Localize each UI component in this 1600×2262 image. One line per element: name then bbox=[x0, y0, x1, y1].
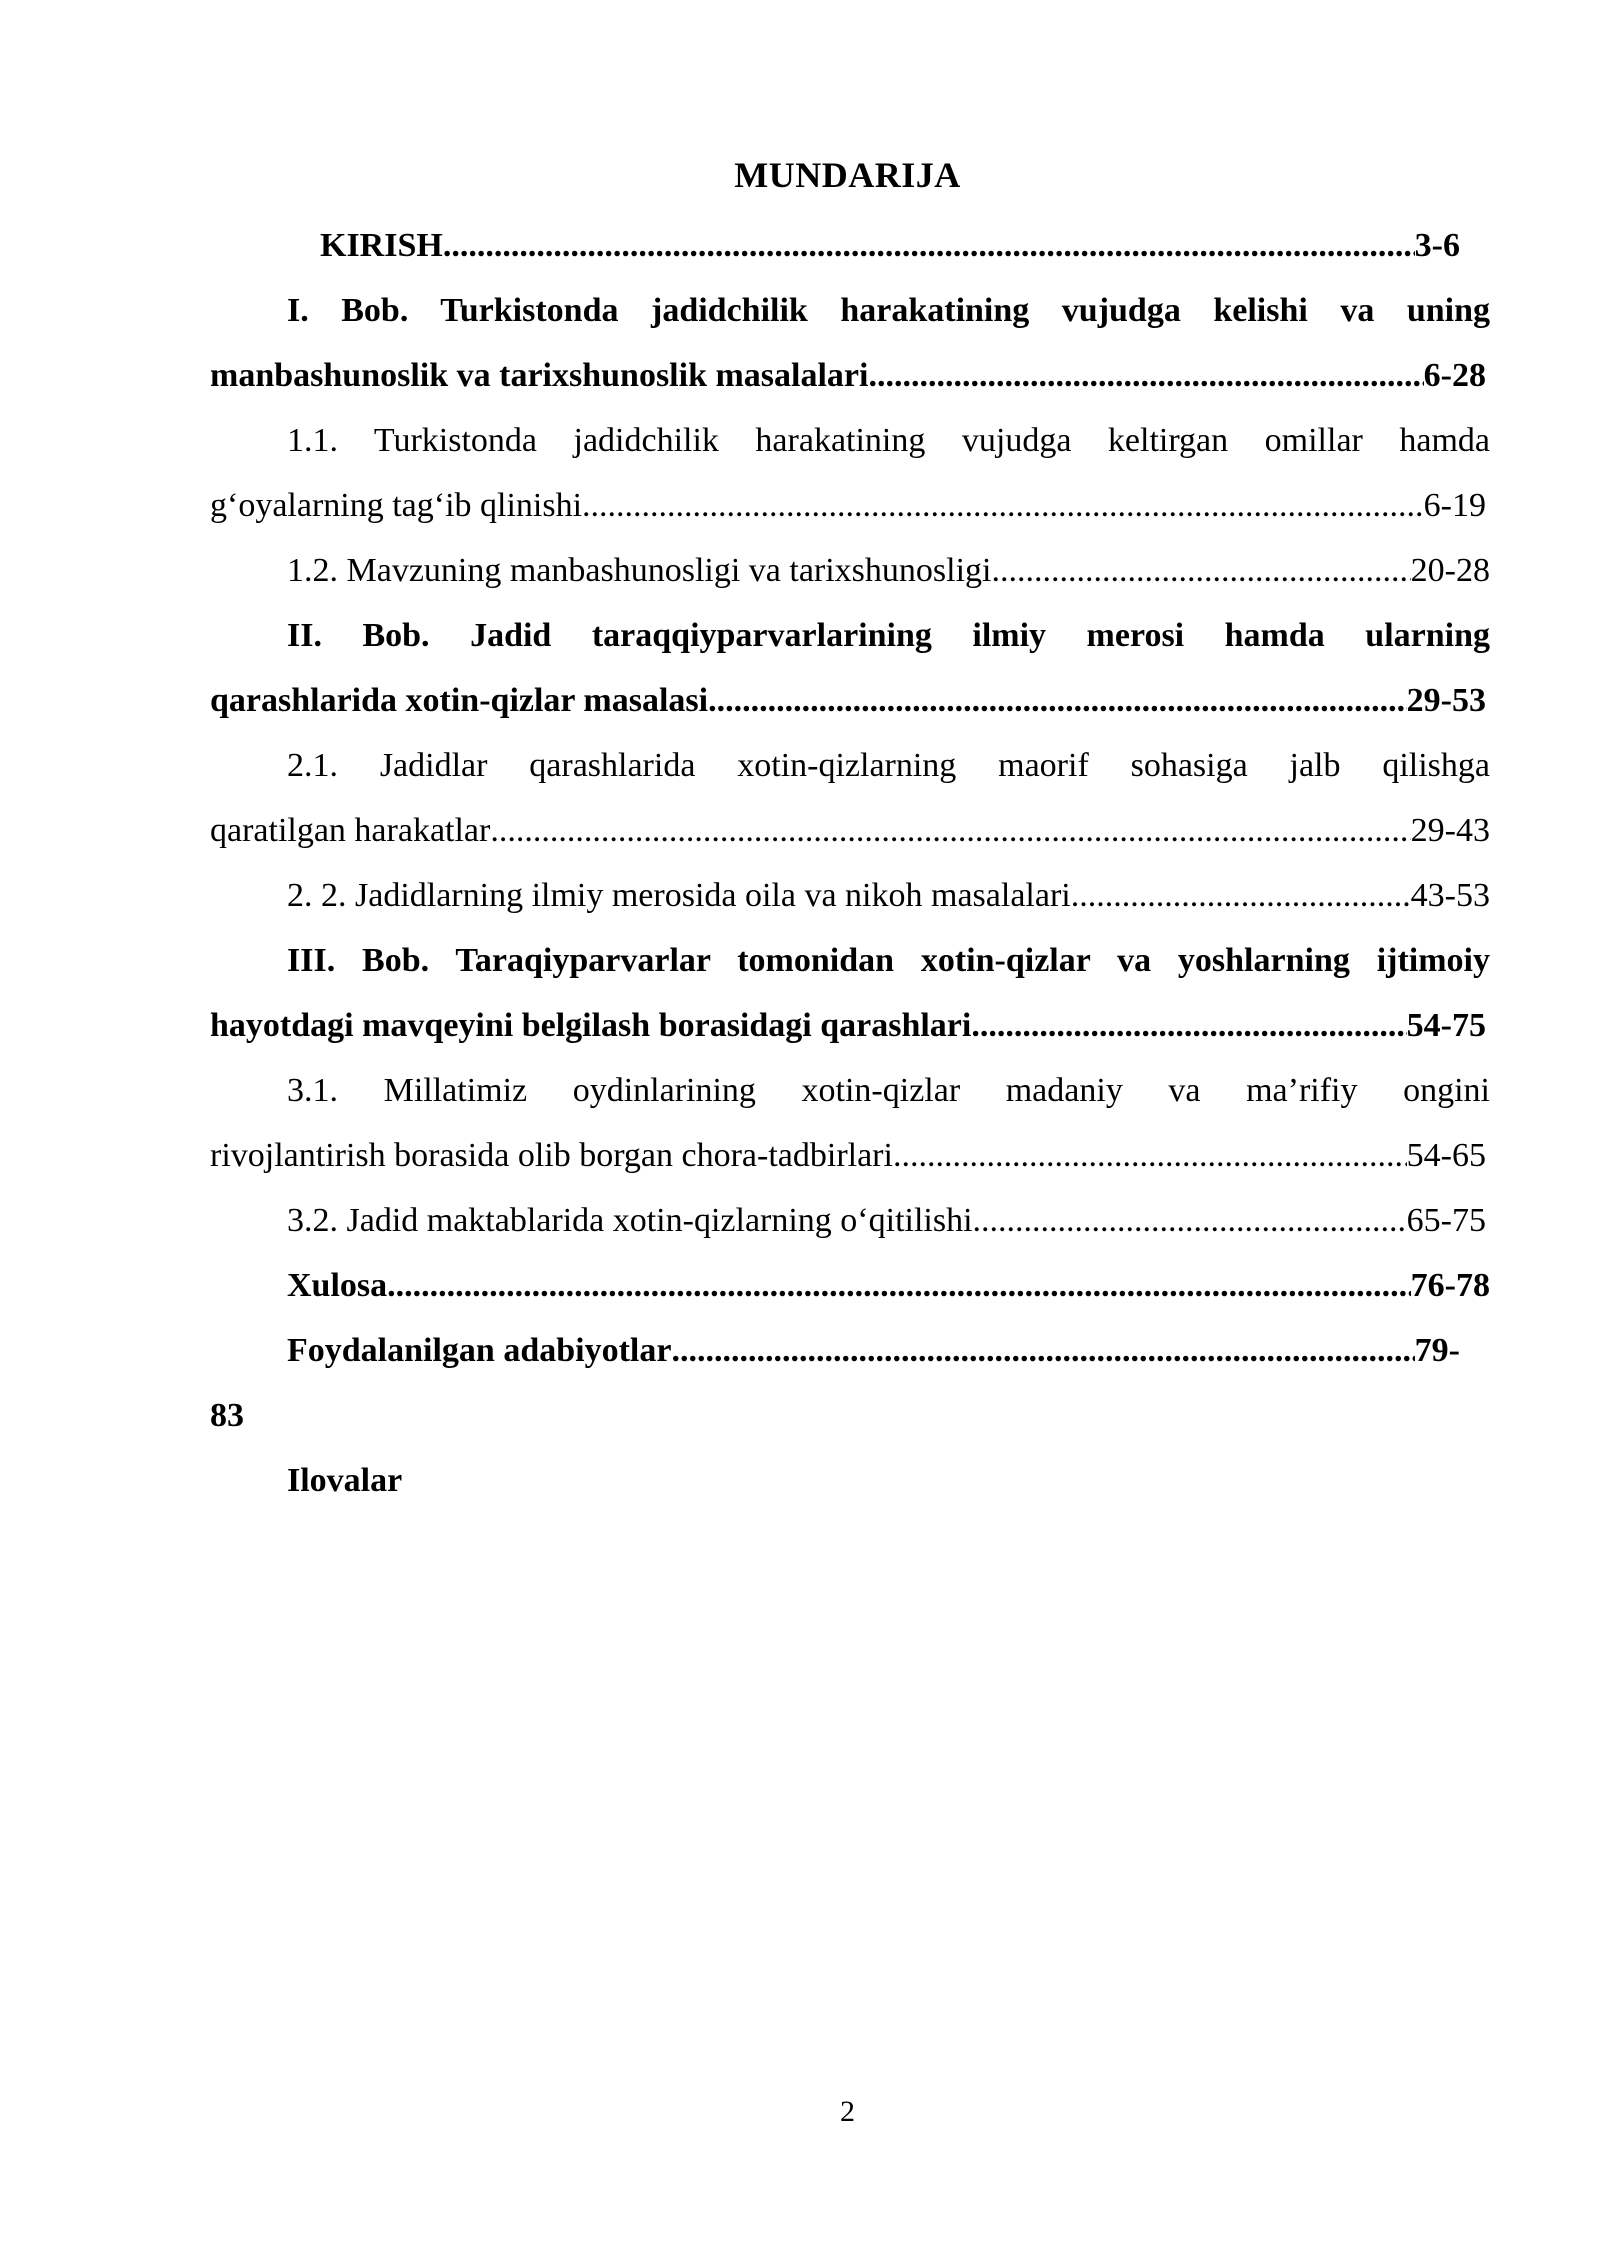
toc-entry-label: 3.2. Jadid maktablarida xotin-qizlarning o‘qitilishi bbox=[287, 1202, 973, 1239]
toc-leader-dots bbox=[708, 668, 1407, 733]
toc-entry-bibliography bbox=[210, 1318, 1490, 1383]
toc-entry-page: 43-53 bbox=[1410, 877, 1490, 914]
toc-entry-section-2-2 bbox=[210, 863, 1490, 928]
toc-leader-dots bbox=[868, 343, 1423, 408]
toc-entry-section-1-2 bbox=[210, 538, 1490, 603]
toc-leader-dots bbox=[582, 473, 1424, 538]
toc-leader-dots bbox=[893, 1123, 1407, 1188]
toc-entry-page: 76-78 bbox=[1410, 1267, 1490, 1304]
toc-entry-page: 29-43 bbox=[1410, 812, 1490, 849]
toc-entry-section-1-1-line1: 1.1. Turkistonda jadidchilik harakatining vujudga keltirgan omillar hamda bbox=[287, 422, 1490, 459]
toc-leader-dots bbox=[973, 1188, 1407, 1253]
toc-entry-label: KIRISH bbox=[320, 227, 443, 264]
toc-entry-label: 2. 2. Jadidlarning ilmiy merosida oila va nikoh masalalari. bbox=[287, 877, 1080, 914]
toc-entry-page: 54-75 bbox=[1406, 1007, 1486, 1044]
toc-leader-dots bbox=[671, 1318, 1414, 1383]
toc-entry-label: qarashlarida xotin-qizlar masalasi bbox=[210, 682, 709, 719]
toc-leader-dots bbox=[490, 798, 1410, 863]
toc-entry-chapter-2-line2 bbox=[210, 668, 1490, 733]
toc-entry-page: 20-28 bbox=[1410, 552, 1490, 589]
toc-entry-label: rivojlantirish borasida olib borgan chora-tadbirlari bbox=[210, 1137, 893, 1174]
toc-entry-section-3-1-line2 bbox=[210, 1123, 1490, 1188]
toc-entry-label: 1.2. Mavzuning manbashunosligi va tarixshunosligi. bbox=[287, 552, 1000, 589]
toc-entry-label: qaratilgan harakatlar bbox=[210, 812, 491, 849]
toc-entry-label: manbashunoslik va tarixshunoslik masalalari bbox=[210, 357, 869, 394]
toc-entry-appendices: Ilovalar bbox=[287, 1462, 403, 1499]
toc-entry-label: Foydalanilgan adabiyotlar bbox=[287, 1332, 672, 1369]
toc-heading: MUNDARIJA bbox=[734, 155, 961, 195]
toc-entry-page: 6-28 bbox=[1423, 357, 1486, 394]
toc-entry-section-3-1-line1: 3.1. Millatimiz oydinlarining xotin-qizlar madaniy va ma’rifiy ongini bbox=[287, 1072, 1490, 1109]
toc-entry-chapter-1-line1: I. Bob. Turkistonda jadidchilik harakatining vujudga kelishi va uning bbox=[287, 292, 1490, 329]
toc-entry-chapter-3-line2 bbox=[210, 993, 1490, 1058]
page-number: 2 bbox=[840, 2095, 855, 2128]
toc-leader-dots bbox=[443, 213, 1415, 278]
toc-entry-page: 79- bbox=[1414, 1332, 1460, 1369]
toc-entry-section-2-1-line2 bbox=[210, 798, 1490, 863]
toc-entry-chapter-3-line1: III. Bob. Taraqiyparvarlar tomonidan xotin-qizlar va yoshlarning ijtimoiy bbox=[287, 942, 1490, 979]
toc-entry-section-2-1-line1: 2.1. Jadidlar qarashlarida xotin-qizlarning maorif sohasiga jalb qilishga bbox=[287, 747, 1490, 784]
toc-entry-section-1-1-line2 bbox=[210, 473, 1490, 538]
toc-entry-page: 6-19 bbox=[1423, 487, 1486, 524]
toc-entry-conclusion bbox=[210, 1253, 1490, 1318]
toc-entry-chapter-2-line1: II. Bob. Jadid taraqqiyparvarlarining ilmiy merosi hamda ularning bbox=[287, 617, 1490, 654]
toc-leader-dots bbox=[1000, 538, 1411, 603]
toc-entry-page: 29-53 bbox=[1406, 682, 1486, 719]
toc-entry-page: 54-65 bbox=[1406, 1137, 1486, 1174]
toc-leader-dots bbox=[1079, 863, 1410, 928]
toc-entry-label: Xulosa bbox=[287, 1267, 388, 1304]
toc-leader-dots bbox=[387, 1253, 1411, 1318]
toc-entry-page: 65-75 bbox=[1406, 1202, 1486, 1239]
toc-leader-dots bbox=[971, 993, 1406, 1058]
toc-entry-kirish bbox=[210, 213, 1490, 278]
toc-entry-label: hayotdagi mavqeyini belgilash borasidagi qarashlari bbox=[210, 1007, 972, 1044]
toc-entry-section-3-2 bbox=[210, 1188, 1490, 1253]
toc-entry-chapter-1-line2 bbox=[210, 343, 1490, 408]
toc-entry-page: 3-6 bbox=[1414, 227, 1460, 264]
toc-entry-bibliography-page-cont: 83 bbox=[210, 1397, 244, 1434]
toc-entry-label: g‘oyalarning tag‘ib qlinishi bbox=[210, 487, 583, 524]
table-of-contents bbox=[210, 213, 1490, 1513]
